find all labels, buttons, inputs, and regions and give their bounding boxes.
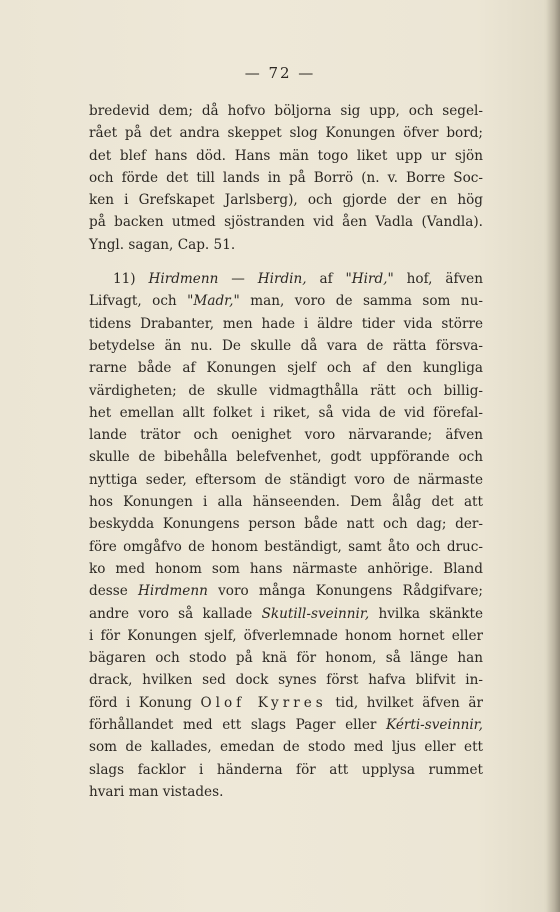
text-segment: hvari man vistades. xyxy=(89,783,224,800)
text-line xyxy=(89,189,483,211)
text-segment: " hof, äfven xyxy=(387,271,483,288)
text-line xyxy=(89,145,483,167)
text-line xyxy=(89,558,483,580)
text-segment: slags facklor i händerna för att upplysa rummet xyxy=(89,761,483,778)
text-segment: Yngl. sagan, Cap. 51. xyxy=(89,236,236,253)
text-segment: som de kallades, emedan de stodo med ljus eller ett xyxy=(89,739,483,756)
text-line xyxy=(89,625,483,647)
text-line xyxy=(89,536,483,558)
text-line xyxy=(89,290,483,312)
text-segment: värdigheten; de skulle vidmagthålla rätt och billig- xyxy=(89,382,483,399)
text-segment: beskydda Konungens person både natt och dag; der- xyxy=(89,516,483,533)
text-segment: af " xyxy=(306,271,352,288)
italic-term: Hird, xyxy=(351,271,388,288)
italic-term: Hirdmenn xyxy=(138,583,208,600)
text-segment: hvilka skänkte xyxy=(369,605,484,622)
text-segment: Lifvagt, och " xyxy=(89,293,194,310)
italic-term: Kérti-sveinnir, xyxy=(386,717,483,734)
text-line xyxy=(89,714,483,736)
text-line xyxy=(89,603,483,625)
text-segment: förhållandet med ett slags Pager eller xyxy=(89,717,387,734)
text-segment: het emellan allt folket i riket, så vida de vid förefal- xyxy=(89,404,483,421)
text-line xyxy=(89,669,483,691)
text-line xyxy=(89,402,483,424)
text-line xyxy=(89,380,483,402)
text-segment: rarne både af Konungen sjelf och af den kungliga xyxy=(89,360,483,377)
text-line xyxy=(89,100,483,122)
text-line xyxy=(89,313,483,335)
text-segment: " man, voro de samma som nu- xyxy=(233,293,484,310)
text-line xyxy=(89,268,483,290)
page-number: — 72 — xyxy=(244,64,316,82)
italic-term: Madr, xyxy=(193,293,234,310)
text-segment: ko med honom som hans närmaste anhörige. Bland xyxy=(89,560,483,577)
text-segment: förd i Konung xyxy=(89,694,201,711)
text-line xyxy=(89,781,483,803)
text-segment: rået på det andra skeppet slog Konungen öfver bord; xyxy=(89,125,483,142)
text-segment: bägaren och stodo på knä för honom, så länge han xyxy=(89,650,483,667)
text-line xyxy=(89,234,483,256)
text-line xyxy=(89,211,483,233)
text-line xyxy=(89,647,483,669)
text-segment: voro många Konungens Rådgifvare; xyxy=(207,583,483,600)
text-segment: drack, hvilken sed dock synes först hafva blifvit in- xyxy=(89,672,483,689)
text-segment: bredevid dem; då hofvo böljorna sig upp, och segel- xyxy=(89,103,483,119)
text-segment: och förde det till lands in på Borrö (n. v. Borre Soc- xyxy=(89,169,483,186)
text-segment: ken i Grefskapet Jarlsberg), och gjorde der en hög xyxy=(89,192,483,209)
text-line xyxy=(89,759,483,781)
text-segment: tid, hvilket äfven är xyxy=(326,694,483,711)
text-line xyxy=(89,692,483,714)
text-line xyxy=(89,491,483,513)
italic-term: Hirdin, xyxy=(257,271,307,288)
text-segment: 11) xyxy=(113,271,149,288)
text-segment: lande trätor och oenighet voro närvarande; äfven xyxy=(89,427,483,444)
text-line xyxy=(89,167,483,189)
text-segment: desse xyxy=(89,583,138,600)
text-line xyxy=(89,122,483,144)
text-line xyxy=(89,580,483,602)
text-segment: före omgåfvo de honom beständigt, samt åto och druc- xyxy=(89,538,483,555)
text-segment: på backen utmed sjöstranden vid åen Vadla (Vandla). xyxy=(89,214,483,231)
spaced-name: Olof Kyrres xyxy=(200,694,327,711)
text-line xyxy=(89,335,483,357)
text-line xyxy=(89,513,483,535)
text-segment: betydelse än nu. De skulle då vara de rätta försva- xyxy=(89,337,483,354)
text-segment: andre voro så kallade xyxy=(89,605,262,622)
text-line xyxy=(89,357,483,379)
page-binding-shadow xyxy=(546,0,560,912)
text-segment: tidens Drabanter, men hade i äldre tider vida större xyxy=(89,315,483,332)
text-line xyxy=(89,469,483,491)
text-line xyxy=(89,446,483,468)
text-segment: skulle de bibehålla belefvenhet, godt uppförande och xyxy=(89,449,483,466)
italic-term: Hirdmenn xyxy=(148,271,219,288)
text-line xyxy=(89,424,483,446)
text-segment: — xyxy=(218,271,258,288)
text-segment: hos Konungen i alla hänseenden. Dem ålåg det att xyxy=(89,494,483,511)
page-text xyxy=(89,100,483,803)
text-segment: nyttiga seder, eftersom de ständigt voro de närmaste xyxy=(89,471,483,488)
paragraph-2 xyxy=(89,268,483,803)
paragraph-1 xyxy=(89,100,483,256)
text-line xyxy=(89,736,483,758)
italic-term: Skutill-sveinnir, xyxy=(261,605,370,622)
text-segment: det blef hans död. Hans män togo liket upp ur sjön xyxy=(89,147,483,164)
paragraph-gap xyxy=(89,256,483,268)
text-segment: i för Konungen sjelf, öfverlemnade honom hornet eller xyxy=(89,627,483,644)
